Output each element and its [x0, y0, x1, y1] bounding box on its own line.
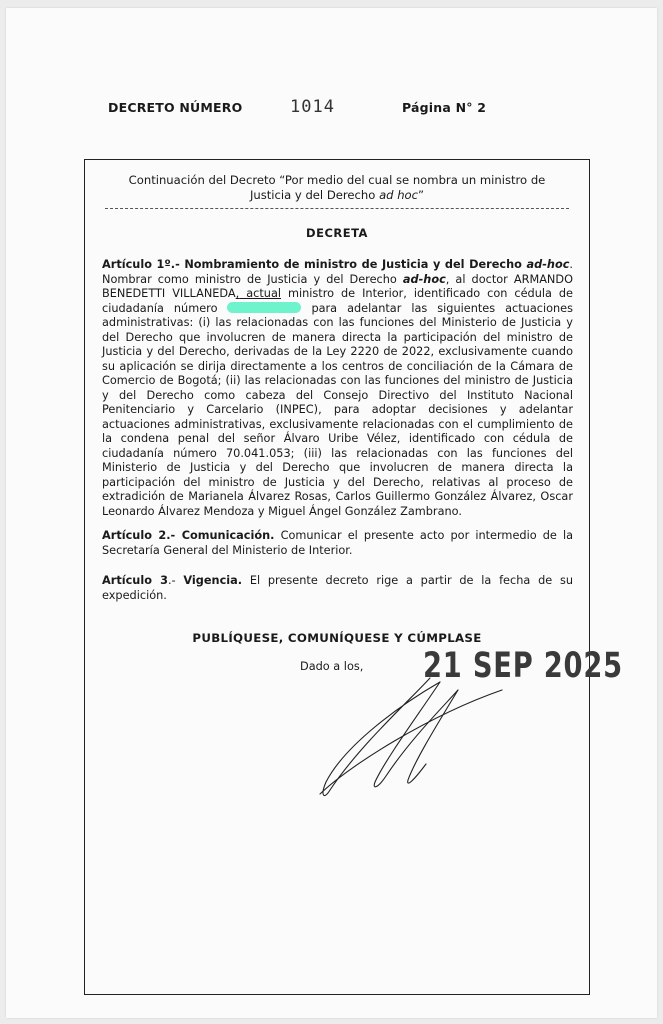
article-1-actual: actual: [239, 287, 282, 300]
article-1-intro-italic: ad-hoc: [402, 272, 446, 286]
article-1-appointee: , al doctor ARMANDO BENEDETTI VILLANEDA: [102, 272, 573, 300]
dashed-divider: [105, 208, 569, 209]
continuation-end: ”: [418, 188, 425, 202]
date-stamp: 21 SEP 2025: [423, 646, 623, 686]
article-1-id: ministro de Interior, identificado con cédula de ciudadanía número: [102, 287, 573, 315]
decree-number: 1014: [290, 97, 335, 117]
continuation-text: Justicia y del Derecho: [249, 188, 380, 202]
continuation-heading: [85, 173, 589, 203]
article-3-heading-a: Artículo 3: [102, 574, 168, 587]
continuation-italic: ad hoc: [379, 188, 419, 202]
continuation-line-2: [85, 188, 589, 203]
page-number-label: Página N° 2: [402, 100, 487, 115]
article-1-comma: ,: [235, 287, 240, 300]
article-3-body: El presente decreto rige a partir de la fecha de su expedición.: [102, 574, 573, 602]
article-1-intro: . Nombrar como ministro de Justicia y del Derecho: [102, 258, 573, 286]
article-1: [102, 258, 573, 519]
signature: [290, 670, 520, 805]
dado-label: Dado a los,: [300, 660, 364, 673]
article-3-heading-c: Vigencia.: [183, 574, 243, 587]
article-2-body: Comunicar el presente acto por intermedio de la Secretaría General del Ministerio de Interior.: [102, 529, 574, 557]
article-1-heading: Artículo 1º.- Nombramiento de ministro de Justicia y del Derecho: [102, 258, 527, 271]
redaction-mark: [227, 302, 301, 313]
article-2-heading: Artículo 2.- Comunicación.: [102, 529, 275, 542]
article-3-heading-b: .-: [167, 574, 184, 587]
article-2: [102, 529, 573, 558]
article-3: [102, 574, 573, 603]
decree-body-frame: [84, 159, 623, 995]
document-header: [6, 97, 657, 124]
document-page: [6, 8, 657, 1018]
decree-number-label: DECRETO NÚMERO: [108, 100, 243, 115]
article-1-body: para adelantar las siguientes actuaciones administrativas: (i) las relacionadas con las funciones del Ministerio de Justicia y del Derecho que involucren de manera directa la participación del ministro de Justicia y del Derecho, derivadas de la Ley 2220 de 2022, exclusivamente cuando su aplicación se dirija directamente a los centros de conciliación de la Cámara de Comercio de Bogotá; (ii) las relacionadas con las funciones del ministro de Justicia y del Derecho como cabeza del Consejo Directivo del Instituto Nacional Penitenciario y Carcelario (INPEC), para adoptar decisiones y adelantar actuaciones administrativas, exclusivamente relacionadas con el cumplimiento de la condena penal del señor Álvaro Uribe Vélez, identificado con cédula de ciudadanía número 70.041.053; (iii) las relacionadas con las funciones del Ministerio de Justicia y del Derecho que involucren de manera directa la participación del ministro de Justicia y del Derecho, relativas al proceso de extradición de Marianela Álvarez Rosas, Carlos Guillermo González Álvarez, Oscar Leonardo Álvarez Mendoza y Miguel Ángel González Zambrano.: [102, 301, 573, 518]
decreta-heading: DECRETA: [306, 226, 368, 240]
article-1-heading-italic: ad-hoc: [526, 258, 570, 271]
closing-formula: PUBLÍQUESE, COMUNÍQUESE Y CÚMPLASE: [192, 631, 482, 645]
continuation-line-1: Continuación del Decreto “Por medio del cual se nombra un ministro de: [128, 173, 546, 187]
